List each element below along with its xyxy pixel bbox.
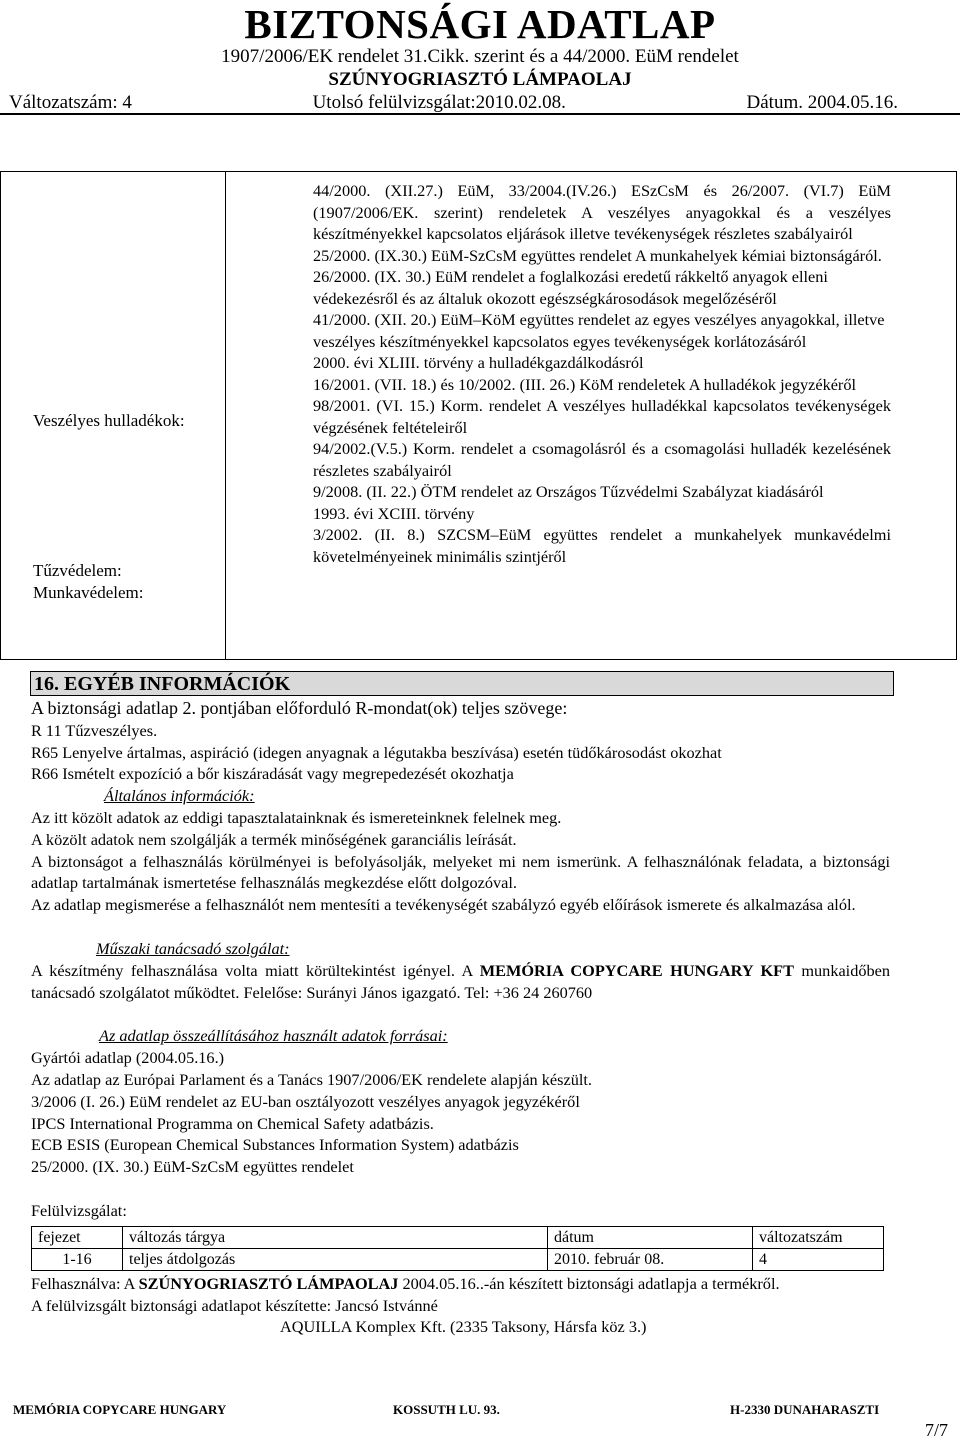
table-row: [32, 1248, 884, 1270]
used-pre: Felhasználva: A: [31, 1273, 139, 1293]
source-item: IPCS International Programma on Chemical Safety adatbázis.: [31, 1113, 434, 1133]
header-rule: [0, 113, 960, 115]
cell-chapter: 1-16: [32, 1248, 123, 1270]
used-source-line: [31, 1273, 890, 1295]
regulation-item: 94/2002.(V.5.) Korm. rendelet a csomagolásról és a csomagolási hulladék kezelésének részletes szabályairól: [313, 439, 891, 480]
source-item: Gyártói adatlap (2004.05.16.): [31, 1048, 225, 1068]
source-item: Az adatlap az Európai Parlament és a Tanács 1907/2006/EK rendelete alapján készült.: [31, 1069, 592, 1089]
technical-service-post: munkaidőben tanácsadó szolgálatot működtet. Felelőse: Surányi János igazgató. Tel: +36 24 260760: [31, 960, 890, 1002]
header-version: változatszám: [753, 1226, 884, 1248]
regulation-item: 98/2001. (VI. 15.) Korm. rendelet A veszélyes hulladékkal kapcsolatos tevékenységek végzésének feltételeiről: [313, 396, 891, 437]
regulations-list: [313, 180, 891, 567]
label-work-safety: Munkavédelem:: [33, 583, 144, 602]
technical-service-heading: Műszaki tanácsadó szolgálat:: [96, 938, 290, 958]
r-phrase: R65 Lenyelve ártalmas, aspiráció (idegen anyagnak a légutakba beszívása) esetén tüdőkárosodást okozhat: [31, 742, 722, 762]
regulation-item: 1993. évi XCIII. törvény: [313, 503, 475, 523]
document-title: BIZTONSÁGI ADATLAP: [244, 1, 716, 47]
revision-table: [31, 1226, 884, 1271]
regulation-item: 3/2002. (II. 8.) SZCSM–EüM együttes rendelet a munkahelyek munkavédelmi követelményeinek minimális szintjéről: [313, 525, 891, 566]
regulation-item: 16/2001. (VII. 18.) és 10/2002. (III. 26.) KöM rendeletek A hulladékok jegyzékéről: [313, 374, 857, 394]
regulation-item: 44/2000. (XII.27.) EüM, 33/2004.(IV.26.) ESzCsM és 26/2007. (VI.7) EüM (1907/2006/EK. szerint) rendeletek A veszélyes anyagokkal és a veszélyes készítményekkel kapcsolatos eljárások illetve tevékenységek részletes szabályairól: [313, 181, 891, 243]
source-item: ECB ESIS (European Chemical Substances Information System) adatbázis: [31, 1135, 519, 1155]
general-info-line: Az adatlap megismerése a felhasználót nem mentesíti a tevékenységét szabályzó egyéb előírások ismerete és alkalmazása alól.: [31, 895, 856, 915]
product-name: SZÚNYOGRIASZTÓ LÁMPAOLAJ: [328, 69, 632, 90]
last-revision: Utolsó felülvizsgálat:2010.02.08.: [312, 92, 566, 113]
regulation-item: 9/2008. (II. 22.) ÖTM rendelet az Országos Tűzvédelmi Szabályzat kiadásáról: [313, 482, 824, 501]
table-header-row: [32, 1226, 884, 1248]
header-change: változás tárgya: [123, 1226, 548, 1248]
prepared-by: A felülvizsgált biztonsági adatlapot készítette: Jancsó Istvánné: [31, 1295, 438, 1315]
regulations-table: [0, 171, 957, 660]
used-product-name: SZÚNYOGRIASZTÓ LÁMPAOLAJ: [138, 1273, 399, 1293]
general-info-heading: Általános információk:: [104, 786, 255, 806]
page-number: 7/7: [924, 1420, 948, 1440]
used-post: 2004.05.16..-án készített biztonsági adatlapja a termékről.: [398, 1273, 780, 1293]
version-line: [0, 92, 960, 114]
header-date: dátum: [548, 1226, 753, 1248]
document-header: [0, 0, 960, 92]
section-16-heading: 16. EGYÉB INFORMÁCIÓK: [30, 671, 894, 696]
regulation-item: 2000. évi XLIII. törvény a hulladékgazdálkodásról: [313, 353, 644, 372]
footer-street: KOSSUTH LU. 93.: [393, 1402, 500, 1417]
regulation-item: 41/2000. (XII. 20.) EüM–KöM együttes rendelet az egyes veszélyes anyagokkal, illetve veszélyes készítményekkel kapcsolatos egyes tevékenységek korlátozásáról: [313, 310, 885, 351]
sources-heading: Az adatlap összeállításához használt adatok forrásai:: [99, 1026, 448, 1046]
regulation-item: 26/2000. (IX. 30.) EüM rendelet a foglalkozási eredetű rákkeltő anyagok elleni védekezésről és az általuk okozott egészségkárosodások megelőzéséről: [313, 267, 828, 308]
source-item: 25/2000. (IX. 30.) EüM-SzCsM együttes rendelet: [31, 1157, 354, 1177]
footer-city: H-2330 DUNAHARASZTI: [730, 1402, 880, 1417]
label-hazardous-waste: Veszélyes hulladékok:: [33, 411, 185, 430]
label-fire-protection: Tűzvédelem:: [33, 561, 122, 580]
prepared-company: AQUILLA Komplex Kft. (2335 Taksony, Hársfa köz 3.): [280, 1317, 647, 1337]
r-phrase: R66 Ismételt expozíció a bőr kiszáradását vagy megrepedezését okozhatja: [31, 764, 514, 784]
source-item: 3/2006 (I. 26.) EüM rendelet az EU-ban osztályozott veszélyes anyagok jegyzékéről: [31, 1091, 580, 1111]
technical-service-text: [31, 960, 890, 1004]
cell-version: 4: [753, 1248, 884, 1270]
general-info-line: A közölt adatok nem szolgálják a termék minőségének garanciális leírását.: [31, 829, 517, 849]
regulation-subtitle: 1907/2006/EK rendelet 31.Cikk. szerint és a 44/2000. EüM rendelet: [221, 46, 739, 67]
cell-date: 2010. február 08.: [548, 1248, 753, 1270]
column-divider: [225, 172, 226, 659]
r-phrases-intro: A biztonsági adatlap 2. pontjában előforduló R-mondat(ok) teljes szövege:: [31, 698, 568, 718]
review-label: Felülvizsgálat:: [31, 1200, 127, 1220]
footer-company: MEMÓRIA COPYCARE HUNGARY: [13, 1402, 227, 1417]
general-info-line: A biztonságot a felhasználás körülményei is befolyásolják, melyeket mi nem ismerünk. A felhasználónak feladata, a biztonsági adatlap tartalmának ismertetése felhasználás megkezdése előtt dolgozóval.: [31, 851, 890, 893]
issue-date: Dátum. 2004.05.16.: [746, 92, 898, 113]
regulation-item: 25/2000. (IX.30.) EüM-SzCsM együttes rendelet A munkahelyek kémiai biztonságáról.: [313, 245, 882, 265]
service-company-name: MEMÓRIA COPYCARE HUNGARY KFT: [479, 960, 794, 980]
r-phrase: R 11 Tűzveszélyes.: [31, 720, 158, 740]
general-info-line: Az itt közölt adatok az eddigi tapasztalatainknak és ismereteinknek felelnek meg.: [31, 807, 562, 827]
cell-change: teljes átdolgozás: [123, 1248, 548, 1270]
header-chapter: fejezet: [32, 1226, 123, 1248]
technical-service-pre: A készítmény felhasználása volta miatt körültekintést igényel. A: [31, 960, 480, 980]
version-number: Változatszám: 4: [9, 92, 132, 113]
section-16-body: [31, 698, 890, 1338]
